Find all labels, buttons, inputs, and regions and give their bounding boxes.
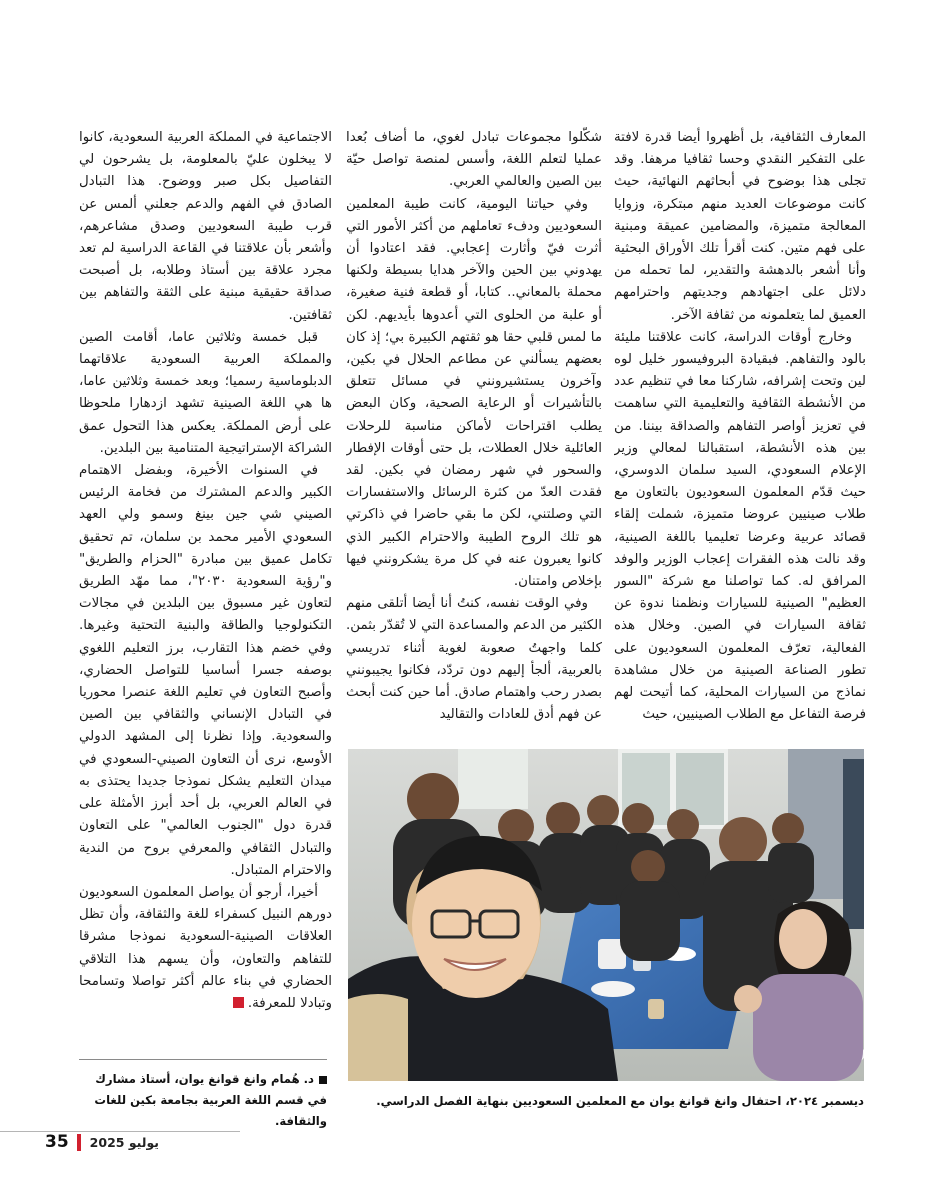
folio: [45, 1131, 159, 1153]
article-column-left: [79, 127, 332, 1029]
paragraph: قبل خمسة وثلاثين عاما، أقامت الصين والمملكة العربية السعودية علاقاتهما الدبلوماسية رسميا؛ وبعد خمسة وثلاثين عاما، ها هي اللغة الصينية تشهد ازدهارا ملحوظا على أرض المملكة. يعكس هذا التحول عمق الشراكة الإستراتيجية المتنامية بين البلدين.: [79, 329, 332, 456]
paragraph: شكّلوا مجموعات تبادل لغوي، ما أضاف بُعدا عمليا لتعلم اللغة، وأسس لمنصة تواصل حيّة بين الصين والعالمي العربي.: [346, 130, 602, 190]
photo-caption: ديسمبر ٢٠٢٤، احتفال وانغ قوانغ يوان مع المعلمين السعوديين بنهاية الفصل الدراسي.: [376, 1094, 864, 1108]
paragraph-final: [79, 882, 332, 1015]
group-photo-illustration: [348, 749, 864, 1081]
paragraph: وفي الوقت نفسه، كنتُ أنا أيضا أتلقى منهم الكثير من الدعم والمساعدة التي لا تُقدّر بثمن. كلما واجهتُ صعوبة لغوية أثناء تدريسي بالعربية، ألجأ إليهم دون تردّد، فكانوا يجيبونني بصدر رحب واهتمام صادق. أما حين كنت أبحث عن فهم أدق للعادات والتقاليد: [346, 596, 602, 723]
paragraph: الاجتماعية في المملكة العربية السعودية، كانوا لا يبخلون عليّ بالمعلومة، بل يشرحون لي التفاصيل بكل صبر ووضوح. هذا التبادل الصادق في الفهم والدعم جعلني ألمس عن قرب طيبة السعوديين وصدق مشاعرهم، وأشعر بأن علاقتنا في القاعة الدراسية لم تعد مجرد علاقة بين أستاذ وطلابه، بل أصبحت صداقة حقيقية مبنية على الثقة والتفاهم بين ثقافتين.: [79, 130, 332, 323]
paragraph-final-text: أخيرا، أرجو أن يواصل المعلمون السعوديون دورهم النبيل كسفراء للغة والثقافة، وأن تظل العلاقات الصينية-السعودية نموذجا مشرقا للتفاهم والتعاون، وأن يسهم هذا التلاقي الحضاري في بناء عالم أكثر تواصلا وتسامحا وتبادلا للمعرفة.: [79, 884, 332, 1011]
bullet-square-icon: [319, 1076, 327, 1084]
folio-accent-bar: [77, 1134, 81, 1151]
paragraph: في السنوات الأخيرة، وبفضل الاهتمام الكبير والدعم المشترك من فخامة الرئيس الصيني شي جين بينغ وسمو ولي العهد السعودي الأمير محمد بن سلمان، تم تحقيق تكامل عميق بين مبادرة "الحزام والطريق" و"رؤية السعودية ٢٠٣٠"، مما مهّد الطريق لتعاون غير مسبوق بين البلدين في مجالات التكنولوجيا والطاقة والبنية التحتية وغيرها. وفي خضم هذا التقارب، برز التعليم اللغوي بوصفه جسرا أساسيا للتواصل الحضاري، وأصبح التعاون في تعليم اللغة عنصرا محوريا في التبادل الإنساني والثقافي بين الصين والسعودية. وإذا نظرنا إلى المشهد الدولي الأوسع، نرى أن التعاون الصيني-السعودي في ميدان التعليم يشكل نموذجا جديدا يحتذى به في العالم العربي، بل أحد أبرز الأمثلة على قدرة دول "الجنوب العالمي" على التعاون والتبادل الثقافي والمعرفي بروح من الندية والاحترام المتبادل.: [79, 463, 332, 878]
article-column-middle: [346, 127, 602, 735]
author-divider: [79, 1059, 327, 1060]
paragraph: وخارج أوقات الدراسة، كانت علاقتنا مليئة بالود والتفاهم. فبقيادة البروفيسور خليل لوه لين وتحت إشرافه، شاركنا معا في تنظيم عدد من الأنشطة الثقافية والتعليمية التي ساهمت في تعزيز أواصر التفاهم والصداقة بيننا. من بين هذه الأنشطة، استقبالنا لمعالي وزير الإعلام السعودي، السيد سلمان الدوسري، حيث قدّم المعلمون السعوديون بالتعاون مع طلاب صينيين عروضا متميزة، شملت إلقاء قصائد عربية وعرضا تعليميا باللغة الصينية، وقد نالت هذه الفقرات إعجاب الوزير والوفد المرافق له. كما تواصلنا مع شركة "السور العظيم" الصينية للسيارات ونظمنا ندوة عن ثقافة السيارات في الصين. وخلال هذه الفعالية، تعرّف المعلمون السعوديون على تطور الصناعة الصينية من خلال مشاهدة نماذج من السيارات المحلية، كما أتيحت لهم فرصة التفاعل مع الطلاب الصينيين، حيث: [614, 329, 866, 723]
paragraph: المعارف الثقافية، بل أظهروا أيضا قدرة لافتة على التفكير النقدي وحسا ثقافيا مرهفا. وقد تجلى هذا بوضوح في أبحاثهم النهائية، حيث كانت موضوعات العديد منهم مبتكرة، وزوايا المعالجة متميزة، والمضامين عميقة ومبنية على فهم متين. كنت أقرأ تلك الأوراق البحثية وأنا أشعر بالدهشة والتقدير، لما تحمله من دلائل على اجتهادهم وجديتهم واحترامهم العميق لما يتعلمونه من ثقافة الآخر.: [614, 130, 866, 323]
author-note-text: د. هُمام وانغ قوانغ يوان، أستاذ مشارك في قسم اللغة العربية بجامعة بكين للغات والثقافة.: [94, 1072, 327, 1128]
article-end-mark: [233, 997, 244, 1008]
issue-date: يوليو 2025: [89, 1134, 159, 1150]
article-column-right: [614, 127, 866, 735]
paragraph: وفي حياتنا اليومية، كانت طيبة المعلمين السعوديين ودفء تعاملهم من أكثر الأمور التي أثرت فيّ وأثارت إعجابي. فقد اعتادوا أن يهدوني بين الحين والآخر هدايا بسيطة ولكنها محملة بالمعاني.. كتابا، أو قطعة فنية صغيرة، أو علبة من الحلوى التي أعدوها بأيديهم. لكن ما لمس قلبي حقا هو ثقتهم الكبيرة بي؛ إذ كان بعضهم يسألني عن مطاعم الحلال في بكين، وآخرون يستشيرونني في مسائل تتعلق بالتأشيرات أو الرعاية الصحية، وكان البعض يطلب اقتراحات لأماكن مناسبة للرحلات العائلية خلال العطلات، بل حتى أوقات الإفطار والسحور في شهر رمضان في بكين. لقد فقدت العدّ من كثرة الرسائل والاستفسارات التي وصلتني، لكن ما بقي حاضرا في ذاكرتي هو تلك الروح الطيبة والاحترام الكبير الذي كانوا يعبرون عنه في كل مرة يشكرونني فيها بإخلاص وامتنان.: [346, 196, 602, 590]
page-number: 35: [45, 1132, 69, 1152]
author-note: [79, 1069, 327, 1132]
group-photo: [348, 749, 864, 1081]
